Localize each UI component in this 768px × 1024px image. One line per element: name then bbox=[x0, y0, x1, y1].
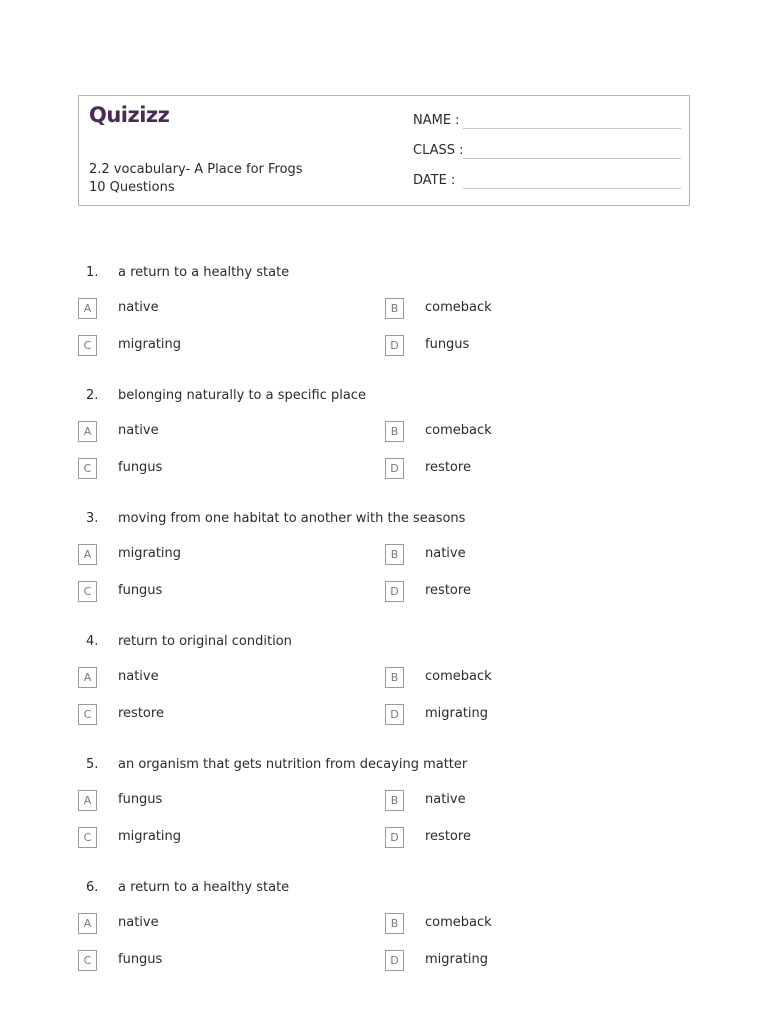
option-text: comeback bbox=[425, 423, 492, 438]
question-text: moving from one habitat to another with the seasons bbox=[118, 511, 466, 526]
option-text: fungus bbox=[118, 952, 163, 967]
option-letter-box: A bbox=[78, 544, 97, 565]
option-text: native bbox=[118, 915, 159, 930]
option-letter-box: B bbox=[385, 544, 404, 565]
option-text: migrating bbox=[425, 952, 489, 967]
option-letter-box: C bbox=[78, 704, 97, 725]
option-text: fungus bbox=[118, 460, 163, 475]
option-text: native bbox=[118, 669, 159, 684]
option-text: comeback bbox=[425, 300, 492, 315]
name-label: NAME : bbox=[413, 113, 460, 128]
option-letter-box: D bbox=[385, 581, 404, 602]
option-letter-box: A bbox=[78, 421, 97, 442]
option-text: native bbox=[118, 300, 159, 315]
class-label: CLASS : bbox=[413, 143, 464, 158]
question-6 bbox=[0, 880, 768, 1003]
question-count: 10 Questions bbox=[89, 180, 175, 195]
option-text: native bbox=[425, 546, 466, 561]
question-text: a return to a healthy state bbox=[118, 880, 290, 895]
question-text: a return to a healthy state bbox=[118, 265, 290, 280]
date-label: DATE : bbox=[413, 173, 456, 188]
question-number: 6. bbox=[86, 880, 99, 895]
option-text: restore bbox=[118, 706, 164, 721]
option-text: migrating bbox=[118, 829, 182, 844]
option-letter-box: A bbox=[78, 913, 97, 934]
question-number: 3. bbox=[86, 511, 99, 526]
question-3 bbox=[0, 511, 768, 634]
option-text: fungus bbox=[118, 792, 163, 807]
option-text: native bbox=[118, 423, 159, 438]
worksheet-header bbox=[78, 95, 690, 206]
option-text: native bbox=[425, 792, 466, 807]
option-letter-box: D bbox=[385, 827, 404, 848]
question-text: an organism that gets nutrition from decaying matter bbox=[118, 757, 468, 772]
option-letter-box: C bbox=[78, 458, 97, 479]
option-text: migrating bbox=[118, 337, 182, 352]
option-letter-box: D bbox=[385, 335, 404, 356]
option-letter-box: A bbox=[78, 667, 97, 688]
question-4 bbox=[0, 634, 768, 757]
option-letter-box: C bbox=[78, 335, 97, 356]
option-letter-box: B bbox=[385, 667, 404, 688]
option-letter-box: B bbox=[385, 298, 404, 319]
option-text: fungus bbox=[425, 337, 470, 352]
option-letter-box: D bbox=[385, 458, 404, 479]
option-letter-box: C bbox=[78, 950, 97, 971]
name-line bbox=[463, 128, 681, 129]
option-text: migrating bbox=[425, 706, 489, 721]
question-1 bbox=[0, 265, 768, 388]
question-text: belonging naturally to a specific place bbox=[118, 388, 366, 403]
question-2 bbox=[0, 388, 768, 511]
option-text: restore bbox=[425, 829, 471, 844]
option-letter-box: B bbox=[385, 790, 404, 811]
class-line bbox=[463, 158, 681, 159]
option-letter-box: B bbox=[385, 913, 404, 934]
quizizz-logo: Quizizz bbox=[89, 103, 170, 127]
question-5 bbox=[0, 757, 768, 880]
option-text: fungus bbox=[118, 583, 163, 598]
option-letter-box: D bbox=[385, 950, 404, 971]
option-text: migrating bbox=[118, 546, 182, 561]
option-text: comeback bbox=[425, 915, 492, 930]
option-text: restore bbox=[425, 583, 471, 598]
question-number: 2. bbox=[86, 388, 99, 403]
option-letter-box: C bbox=[78, 581, 97, 602]
question-number: 5. bbox=[86, 757, 99, 772]
option-letter-box: A bbox=[78, 298, 97, 319]
option-letter-box: D bbox=[385, 704, 404, 725]
date-line bbox=[463, 188, 681, 189]
question-number: 4. bbox=[86, 634, 99, 649]
option-letter-box: B bbox=[385, 421, 404, 442]
option-letter-box: A bbox=[78, 790, 97, 811]
option-text: comeback bbox=[425, 669, 492, 684]
option-text: restore bbox=[425, 460, 471, 475]
question-number: 1. bbox=[86, 265, 99, 280]
worksheet-title: 2.2 vocabulary- A Place for Frogs bbox=[89, 162, 303, 177]
question-text: return to original condition bbox=[118, 634, 292, 649]
option-letter-box: C bbox=[78, 827, 97, 848]
